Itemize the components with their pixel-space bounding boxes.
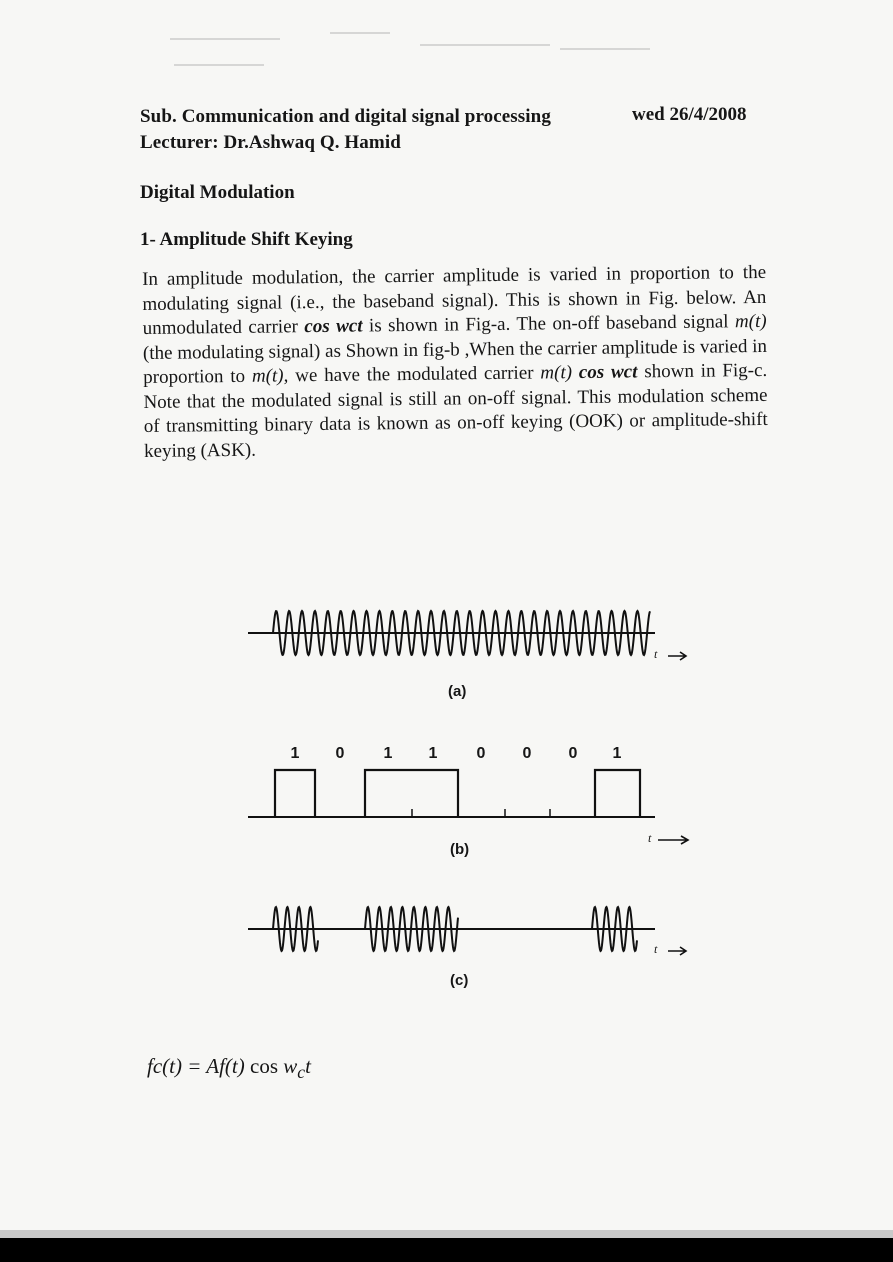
bit-label: 1 (290, 745, 300, 762)
arrow-icon (668, 652, 686, 660)
date: wed 26/4/2008 (632, 104, 747, 125)
arrow-icon (668, 947, 686, 955)
bit-label: 1 (428, 745, 438, 762)
section-heading: 1- Amplitude Shift Keying (140, 229, 353, 250)
label-c: (c) (450, 972, 469, 989)
bit-label: 0 (335, 745, 345, 762)
bit-label: 0 (568, 745, 578, 762)
label-a: (a) (448, 683, 467, 700)
scan-edge (0, 1238, 893, 1262)
signal-term: m(t) (734, 310, 767, 333)
waveform-diagram (240, 595, 700, 1005)
scan-edge (0, 1230, 893, 1238)
ask-figure (240, 595, 700, 1005)
carrier-term: cos wct (304, 315, 363, 338)
page-title: Digital Modulation (140, 182, 295, 203)
signal-term: m(t) (540, 362, 573, 384)
time-label: t (654, 942, 658, 956)
bit-label: 1 (612, 745, 622, 762)
bit-label: 1 (383, 745, 393, 762)
signal-term: m(t), (251, 365, 289, 387)
time-label: t (654, 647, 658, 661)
label-b: (b) (450, 841, 470, 858)
bit-label: 0 (522, 745, 532, 762)
lecturer-line: Lecturer: Dr.Ashwaq Q. Hamid (140, 132, 401, 153)
arrow-icon (658, 836, 688, 844)
ask-formula: fc(t) = Af(t) $\cos w_ct$ (147, 1054, 311, 1083)
time-label: t (648, 831, 652, 845)
body-paragraph: In amplitude modulation, the carrier amplitude is varied in proportion to the modulating signal (i.e., the baseband signal). This is shown in Fig. below. An unmodulated carrier cos wct is shown in Fig-a. The on-off baseband signal m(t) (the modulating signal) as Shown in fig-b ,When the carrier amplitude is varied in proportion to m(t), we have the modulated carrier m(t) cos wct shown in Fig-c. Note that the modulated signal is still an on-off signal. This modulation scheme of transmitting binary data is known as on-off keying (OOK) or amplitude-shift keying (ASK). (142, 261, 768, 462)
bit-label: 0 (476, 745, 486, 762)
subject-line: Sub. Communication and digital signal processing (140, 106, 551, 127)
carrier-term: cos wct (578, 361, 638, 384)
baseband-signal (275, 770, 640, 817)
scan-artifact (160, 20, 680, 110)
